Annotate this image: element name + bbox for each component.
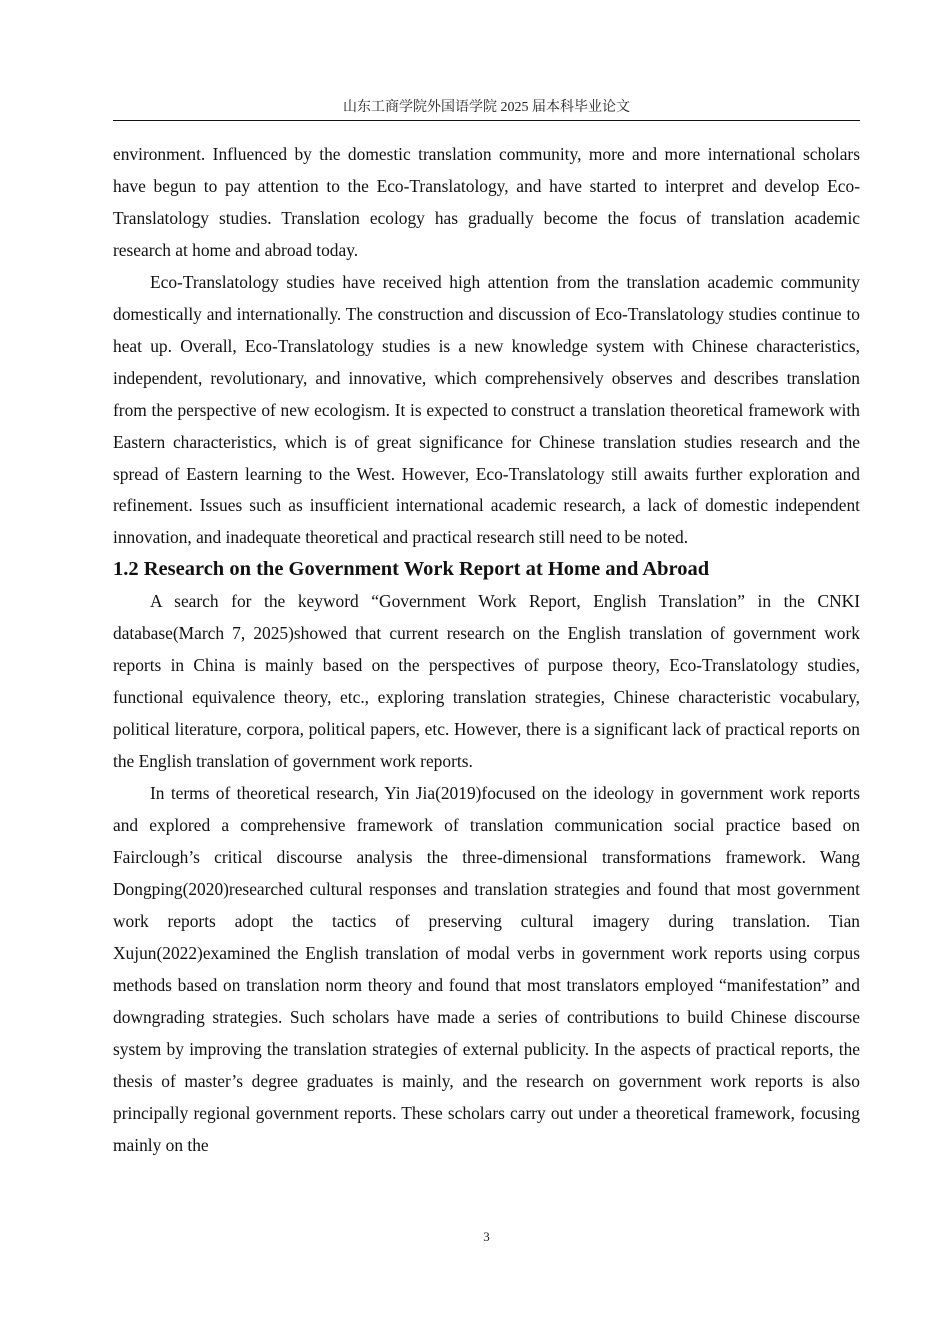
body-text	[113, 139, 860, 1162]
paragraph-eco-translatology-continued: environment. Influenced by the domestic translation community, more and more international scholars have begun to pay attention to the Eco-Translatology, and have started to interpret and develop Eco-Translatology studies. Translation ecology has gradually become the focus of translation academic research at home and abroad today.	[113, 144, 860, 260]
section-heading: 1.2 Research on the Government Work Report at Home and Abroad	[113, 558, 710, 581]
paragraph-eco-translatology-attention: Eco-Translatology studies have received high attention from the translation academic community domestically and internationally. The construction and discussion of Eco-Translatology studies continue to heat up. Overall, Eco-Translatology studies is a new knowledge system with Chinese characteristics, independent, revolutionary, and innovative, which comprehensively observes and describes translation from the perspective of new ecologism. It is expected to construct a translation theoretical framework with Eastern characteristics, which is of great significance for Chinese translation studies research and the spread of Eastern learning to the West. However, Eco-Translatology still awaits further exploration and refinement. Issues such as insufficient international academic research, a lack of domestic independent innovation, and inadequate theoretical and practical research still need to be noted.	[113, 271, 860, 548]
running-header: 山东工商学院外国语学院 2025 届本科毕业论文	[343, 100, 630, 115]
header-rule	[113, 120, 860, 121]
paragraph-cnki-search: A search for the keyword “Government Work Report, English Translation” in the CNKI database(March 7, 2025)showed that current research on the English translation of government work reports in China is mainly based on the perspectives of purpose theory, Eco-Translatology studies, functional equivalence theory, etc., exploring translation strategies, Chinese characteristic vocabulary, political literature, corpora, political papers, etc. However, there is a significant lack of practical reports on the English translation of government work reports.	[113, 591, 860, 772]
paragraph-theoretical-research: In terms of theoretical research, Yin Jia(2019)focused on the ideology in government work reports and explored a comprehensive framework of translation communication social practice based on Fairclough’s critical discourse analysis the three-dimensional transformations framework. Wang Dongping(2020)researched cultural responses and translation strategies and found that most government work reports adopt the tactics of preserving cultural imagery during translation. Tian Xujun(2022)examined the English translation of modal verbs in government work reports using corpus methods based on translation norm theory and found that most translators employed “manifestation” and downgrading strategies. Such scholars have made a series of contributions to build Chinese discourse system by improving the translation strategies of external publicity. In the aspects of practical reports, the thesis of master’s degree graduates is mainly, and the research on government work reports is also principally regional government reports. These scholars carry out under a theoretical framework, focusing mainly on the	[113, 783, 860, 1155]
page-number: 3	[483, 1229, 490, 1244]
